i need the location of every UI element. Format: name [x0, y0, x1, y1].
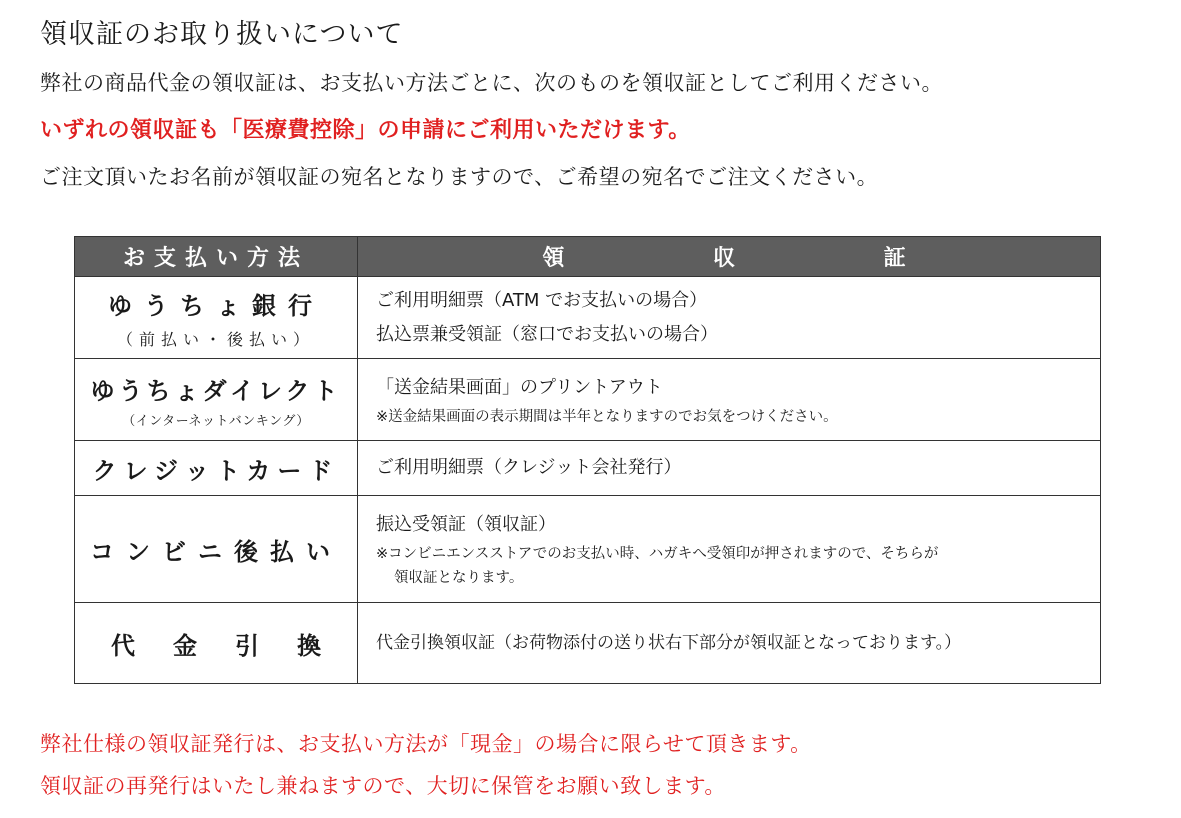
table-row-credit-card: [75, 441, 1100, 496]
intro-line-3: ご注文頂いたお名前が領収証の宛名となりますので、ご希望の宛名でご注文ください。: [40, 165, 879, 189]
table-row-yucho-direct: [75, 359, 1100, 441]
intro-line-1: 弊社の商品代金の領収証は、お支払い方法ごとに、次のものを領収証としてご利用ください。: [40, 71, 943, 95]
header-receipt-char: 証: [883, 246, 906, 271]
receipt-cell: [358, 603, 1100, 683]
method-name: コンビニ後払い: [90, 537, 342, 566]
receipt-note: ※送金結果画面の表示期間は半年となりますのでお気をつけください。: [376, 408, 838, 425]
method-cell: [75, 277, 358, 358]
table-header: [75, 237, 1100, 277]
receipt-note: ※コンビニエンスストアでのお支払い時、ハガキへ受領印が押されますので、そちらが: [376, 546, 939, 562]
header-receipt-char: 収: [712, 246, 735, 271]
receipt-cell: [358, 441, 1100, 495]
page-title: 領収証のお取り扱いについて: [40, 19, 404, 50]
method-cell: [75, 496, 358, 602]
table-row-cod: [75, 603, 1100, 683]
method-cell: [75, 441, 358, 495]
receipt-line: 代金引換領収証（お荷物添付の送り状右下部分が領収証となっております。）: [376, 633, 962, 653]
footer-note-2: 領収証の再発行はいたし兼ねますので、大切に保管をお願い致します。: [40, 774, 726, 798]
receipt-cell: [358, 359, 1100, 440]
footer-note-1: 弊社仕様の領収証発行は、お支払い方法が「現金」の場合に限らせて頂きます。: [40, 732, 812, 756]
receipt-line: ご利用明細票（ATM でお支払いの場合）: [376, 289, 708, 311]
method-cell: [75, 359, 358, 440]
table-row-convenience: [75, 496, 1100, 603]
receipt-line: 「送金結果画面」のプリントアウト: [376, 376, 663, 398]
method-name: 代金引換: [111, 631, 359, 660]
intro-line-2-highlight: いずれの領収証も「医療費控除」の申請にご利用いただけます。: [40, 118, 691, 143]
receipt-line: 払込票兼受領証（窓口でお支払いの場合）: [376, 323, 718, 345]
header-payment-method: お支払い方法: [75, 237, 358, 276]
table-row-yucho-bank: [75, 277, 1100, 359]
method-name: ゆうちょダイレクト: [90, 376, 342, 405]
receipt-line: ご利用明細票（クレジット会社発行）: [376, 457, 682, 478]
method-name: ゆうちょ銀行: [108, 291, 324, 320]
method-sub: （インターネットバンキング）: [122, 413, 310, 429]
receipt-line: 振込受領証（領収証）: [376, 514, 556, 535]
receipt-note: 領収証となります。: [394, 570, 524, 586]
method-sub: （前払い・後払い）: [116, 329, 315, 349]
receipt-cell: [358, 277, 1100, 358]
header-receipt-char: 領: [542, 246, 565, 271]
header-receipt: [358, 237, 1100, 276]
method-name: クレジットカード: [92, 456, 340, 485]
method-cell: [75, 603, 358, 683]
receipt-cell: [358, 496, 1100, 602]
receipt-table: [74, 236, 1101, 684]
